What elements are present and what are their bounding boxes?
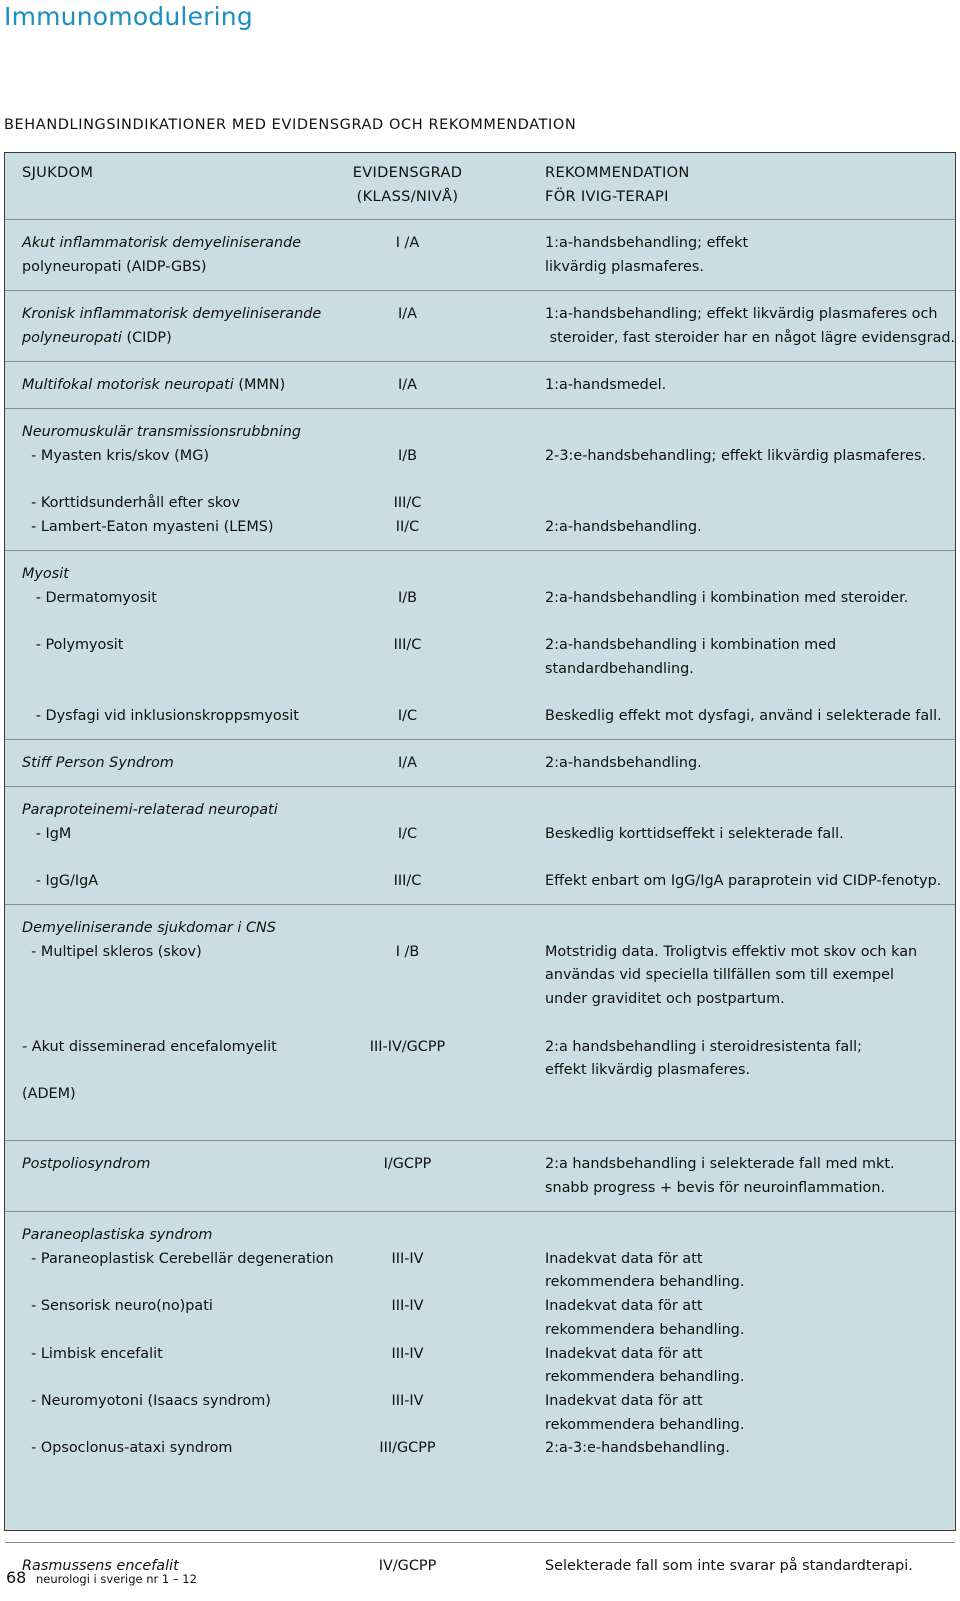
table-row-line — [5, 1389, 955, 1413]
cell-evidensgrad: III-IV — [391, 1298, 424, 1315]
cell-sjukdom — [22, 1035, 277, 1059]
table-row-line — [5, 1413, 955, 1437]
table-row-line — [5, 1342, 955, 1366]
cell-rekommendation: Inadekvat data för att — [545, 1345, 703, 1362]
table-row-line — [5, 1223, 955, 1247]
cell-evidensgrad: I/B — [398, 447, 417, 464]
cell-sjukdom — [22, 1082, 76, 1106]
cell-sjukdom — [22, 940, 202, 964]
cell-rekommendation: standardbehandling. — [545, 660, 694, 677]
cell-rekommendation: användas vid speciella tillfällen som till exempel — [545, 967, 894, 984]
cell-sjukdom — [22, 586, 157, 610]
cell-rekommendation: 2-3:e-handsbehandling; effekt likvärdig plasmaferes. — [545, 447, 927, 464]
table-row-line — [5, 869, 955, 893]
disease-name: - Opsoclonus-ataxi syndrom — [22, 1440, 233, 1457]
cell-rekommendation: rekommendera behandling. — [545, 1369, 745, 1386]
cell-sjukdom — [22, 822, 71, 846]
disease-name: - Korttidsunderhåll efter skov — [22, 495, 240, 512]
table-row-line — [5, 1152, 955, 1176]
cell-rekommendation: steroider, fast steroider har en något lägre evidensgrad. — [545, 329, 956, 346]
disease-name: - Paraneoplastisk Cerebellär degeneration — [22, 1250, 334, 1267]
cell-rekommendation: Motstridig data. Troligtvis effektiv mot skov och kan — [545, 943, 918, 960]
cell-evidensgrad: I/C — [397, 825, 418, 842]
cell-rekommendation: rekommendera behandling. — [545, 1321, 745, 1338]
cell-rekommendation: effekt likvärdig plasmaferes. — [545, 1062, 751, 1079]
table-row-line — [5, 1011, 955, 1035]
cell-rekommendation: likvärdig plasmaferes. — [545, 258, 704, 275]
section-heading: BEHANDLINGSINDIKATIONER MED EVIDENSGRAD OCH REKOMMENDATION — [4, 117, 577, 133]
table-row — [5, 291, 955, 362]
cell-evidensgrad: III/GCPP — [379, 1440, 436, 1457]
cell-sjukdom — [22, 562, 69, 586]
disease-name: - Sensorisk neuro(no)pati — [22, 1298, 213, 1315]
table-row-line — [5, 657, 955, 681]
cell-evidensgrad: III/C — [393, 873, 422, 890]
table-header-row — [5, 153, 955, 220]
cell-sjukdom — [22, 1342, 163, 1366]
cell-evidensgrad: IV/GCPP — [378, 1558, 437, 1574]
cell-rekommendation: 2:a-handsbehandling i kombination med steroider. — [545, 589, 909, 606]
disease-name-italic: Stiff Person Syndrom — [22, 755, 174, 771]
table-row-line — [5, 1270, 955, 1294]
cell-sjukdom — [22, 302, 321, 326]
cell-evidensgrad: III-IV — [391, 1250, 424, 1267]
cell-evidensgrad: I/A — [398, 377, 417, 393]
cell-rekommendation: 2:a handsbehandling i steroidresistenta fall; — [545, 1038, 863, 1055]
cell-evidensgrad: III/C — [393, 495, 422, 512]
header-sjukdom: SJUKDOM — [22, 164, 94, 181]
cell-sjukdom — [22, 255, 207, 279]
table-row-line — [5, 491, 955, 515]
cell-rekommendation: 1:a-handsbehandling; effekt — [545, 235, 749, 251]
cell-rekommendation: 2:a-handsbehandling. — [545, 518, 702, 535]
cell-rekommendation: rekommendera behandling. — [545, 1416, 745, 1433]
header-ivig-terapi: FÖR IVIG-TERAPI — [545, 188, 669, 205]
cell-sjukdom — [22, 751, 174, 775]
disease-name-italic: Paraproteinemi-relaterad neuropati — [22, 802, 278, 818]
cell-evidensgrad: III-IV — [391, 1392, 424, 1409]
cell-rekommendation: 2:a-3:e-handsbehandling. — [545, 1440, 730, 1457]
table-row-line — [5, 1176, 955, 1200]
table-row-line — [5, 963, 955, 987]
cell-sjukdom — [22, 1294, 213, 1318]
cell-evidensgrad: I/B — [398, 589, 417, 606]
table-row-line — [5, 681, 955, 705]
cell-evidensgrad: III-IV — [391, 1345, 424, 1362]
table-body — [5, 220, 955, 1589]
cell-sjukdom — [22, 798, 278, 822]
indication-table — [4, 152, 956, 1574]
disease-name: (ADEM) — [22, 1085, 76, 1102]
disease-name-italic: polyneuropati — [22, 329, 122, 346]
table-row-line — [5, 467, 955, 491]
table-row — [5, 362, 955, 409]
header-rekommendation: REKOMMENDATION — [545, 164, 690, 181]
cell-sjukdom — [22, 515, 274, 539]
cell-sjukdom — [22, 869, 98, 893]
table-row-line — [5, 515, 955, 539]
disease-name-italic: Multifokal motorisk neuropati — [22, 377, 234, 393]
table-row — [5, 1141, 955, 1212]
disease-name: (MMN) — [233, 377, 286, 393]
table-row-line — [5, 255, 955, 279]
cell-sjukdom — [22, 326, 172, 350]
page-number: 68 — [6, 1568, 27, 1587]
cell-evidensgrad: I/A — [398, 306, 417, 322]
table-row-line — [5, 586, 955, 610]
cell-sjukdom — [22, 1152, 150, 1176]
disease-name-italic: Myosit — [22, 566, 69, 582]
cell-rekommendation: Selekterade fall som inte svarar på standardterapi. — [545, 1558, 913, 1574]
cell-rekommendation: Inadekvat data för att — [545, 1392, 703, 1409]
cell-rekommendation: Effekt enbart om IgG/IgA paraprotein vid CIDP-fenotyp. — [545, 873, 942, 890]
disease-name: - Myasten kris/skov (MG) — [22, 447, 209, 464]
header-klass-niva: (KLASS/NIVÅ) — [356, 188, 459, 205]
disease-name-italic: Rasmussens encefalit — [22, 1558, 179, 1574]
table-row-line — [5, 373, 955, 397]
cell-rekommendation: 1:a-handsmedel. — [545, 377, 667, 393]
cell-rekommendation: Inadekvat data för att — [545, 1298, 703, 1315]
cell-sjukdom — [22, 444, 209, 468]
cell-rekommendation: Beskedlig effekt mot dysfagi, använd i selekterade fall. — [545, 708, 942, 725]
cell-rekommendation: 2:a-handsbehandling i kombination med — [545, 637, 837, 654]
table-row-line — [5, 798, 955, 822]
cell-rekommendation: 1:a-handsbehandling; effekt likvärdig plasmaferes och — [545, 306, 938, 322]
disease-name: - Polymyosit — [22, 637, 124, 654]
table-row-line — [5, 1082, 955, 1106]
cell-rekommendation: snabb progress + bevis för neuroinflammation. — [545, 1179, 886, 1196]
cell-evidensgrad: I /A — [395, 235, 420, 251]
table-row-line — [5, 326, 955, 350]
cell-evidensgrad: I /B — [395, 943, 420, 960]
table-row-line — [5, 751, 955, 775]
disease-name: Akut inflammatorisk demyeliniserande — [22, 235, 302, 251]
table-row-line — [5, 704, 955, 728]
cell-evidensgrad: I/GCPP — [383, 1156, 432, 1172]
disease-name: - IgM — [22, 825, 72, 842]
cell-sjukdom — [22, 373, 285, 397]
header-evidensgrad: EVIDENSGRAD — [352, 164, 463, 181]
cell-rekommendation: 2:a-handsbehandling. — [545, 755, 702, 771]
table-row — [5, 787, 955, 905]
table-row-line — [5, 444, 955, 468]
disease-name-italic: Neuromuskulär transmissionsrubbning — [22, 424, 301, 440]
cell-evidensgrad: I/A — [398, 755, 417, 771]
table-row-line — [5, 1035, 955, 1059]
disease-name: - Limbisk encefalit — [22, 1345, 163, 1362]
cell-sjukdom — [22, 1247, 334, 1271]
table-row-line — [5, 420, 955, 444]
table-row-line — [5, 940, 955, 964]
table-row-line — [5, 916, 955, 940]
cell-evidensgrad: II/C — [395, 518, 420, 535]
disease-name: (CIDP) — [121, 329, 172, 346]
cell-sjukdom — [22, 1223, 212, 1247]
cell-sjukdom — [22, 1389, 271, 1413]
disease-name-italic: Postpoliosyndrom — [22, 1156, 151, 1172]
table-row-line — [5, 1365, 955, 1389]
cell-rekommendation: Inadekvat data för att — [545, 1250, 703, 1267]
disease-name: - Neuromyotoni (Isaacs syndrom) — [22, 1392, 271, 1409]
table-row-line — [5, 1294, 955, 1318]
cell-sjukdom — [22, 231, 301, 255]
disease-name: - Dysfagi vid inklusionskroppsmyosit — [22, 708, 299, 725]
cell-rekommendation: rekommendera behandling. — [545, 1274, 745, 1291]
table-row — [5, 1212, 955, 1543]
disease-name: polyneuropati (AIDP-GBS) — [22, 258, 207, 275]
disease-name-italic: Demyeliniserande sjukdomar i CNS — [22, 920, 276, 936]
table-row-line — [5, 609, 955, 633]
table-row — [5, 740, 955, 787]
table-row-line — [5, 1436, 955, 1460]
table-row-line — [5, 845, 955, 869]
table-row-line — [5, 562, 955, 586]
cell-sjukdom — [22, 704, 299, 728]
disease-name: - Dermatomyosit — [22, 589, 157, 606]
cell-evidensgrad: III/C — [393, 637, 422, 654]
cell-sjukdom — [22, 633, 123, 657]
table-row — [5, 551, 955, 740]
cell-evidensgrad: III-IV/GCPP — [369, 1038, 446, 1055]
table-row-line — [5, 1058, 955, 1082]
cell-sjukdom — [22, 491, 240, 515]
cell-sjukdom — [22, 420, 301, 444]
table-row-line — [5, 302, 955, 326]
cell-sjukdom — [22, 916, 276, 940]
table-row-line — [5, 1318, 955, 1342]
disease-name: - Lambert-Eaton myasteni (LEMS) — [22, 518, 274, 535]
page-title: Immunomodulering — [4, 2, 253, 31]
table-row-line — [5, 987, 955, 1011]
table-row-line — [5, 633, 955, 657]
table-row — [5, 220, 955, 291]
cell-rekommendation: 2:a handsbehandling i selekterade fall med mkt. — [545, 1156, 895, 1172]
cell-rekommendation: under graviditet och postpartum. — [545, 991, 785, 1008]
cell-sjukdom — [22, 1436, 232, 1460]
table-row — [5, 409, 955, 551]
disease-name-italic: Paraneoplastiska syndrom — [22, 1227, 213, 1243]
disease-name: - Multipel skleros (skov) — [22, 943, 202, 960]
disease-name-italic: Kronisk inflammatorisk demyeliniserande — [22, 306, 322, 322]
cell-evidensgrad: I/C — [397, 708, 418, 725]
publication-name: neurologi i sverige nr 1 – 12 — [36, 1572, 197, 1586]
disease-name: - Akut disseminerad encefalomyelit — [22, 1038, 277, 1055]
table-row-line — [5, 822, 955, 846]
cell-rekommendation: Beskedlig korttidseffekt i selekterade fall. — [545, 825, 844, 842]
disease-name: - IgG/IgA — [22, 873, 99, 890]
table-row-line — [5, 231, 955, 255]
table-row — [5, 905, 955, 1141]
table-row-line — [5, 1247, 955, 1271]
